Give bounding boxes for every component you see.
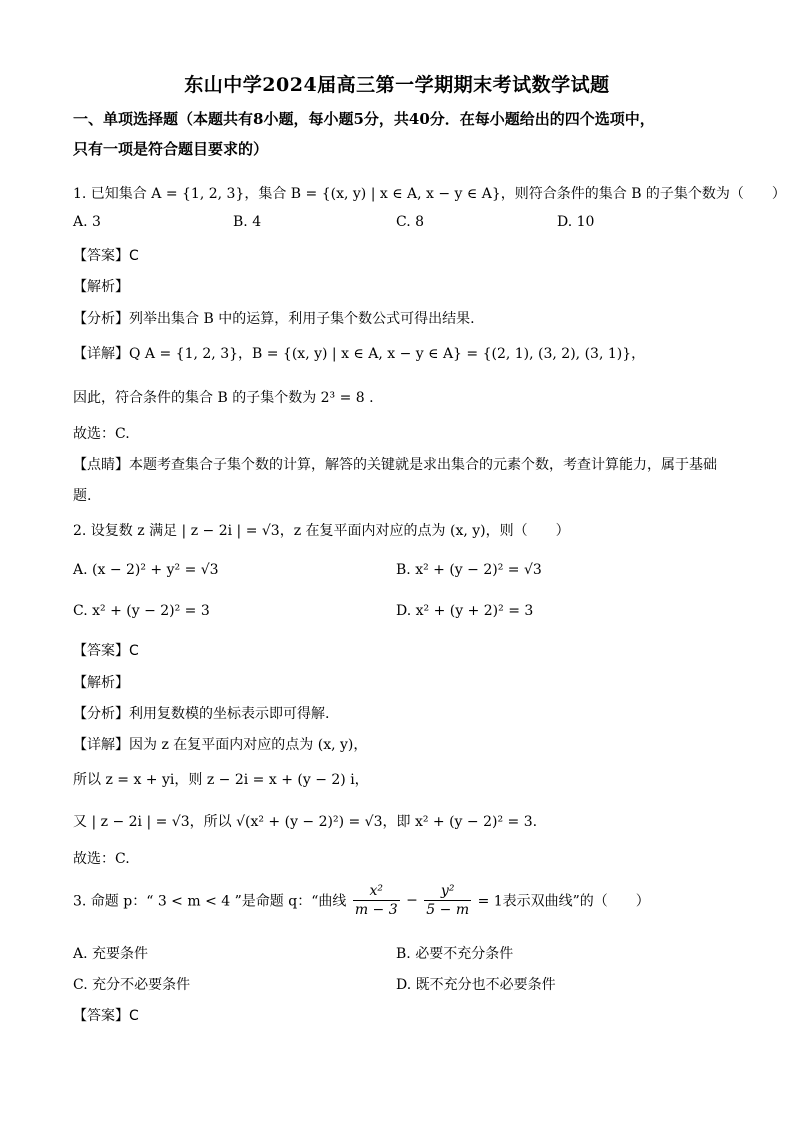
q1-analysis-label: 【解析】: [73, 279, 129, 295]
q3-option-d: D. 既不充分也不必要条件: [396, 977, 556, 993]
q2-analysis-label: 【解析】: [73, 675, 129, 691]
q2-answer: 【答案】C: [73, 643, 139, 659]
q1-choose: 故选：C.: [73, 426, 130, 442]
q2-option-d: D. x² + (y + 2)² = 3: [396, 603, 534, 619]
q3-fraction-x: [353, 882, 400, 919]
q2-choose: 故选：C.: [73, 851, 130, 867]
q1-option-b: B. 4: [233, 214, 262, 230]
q3-option-c: C. 充分不必要条件: [73, 977, 191, 993]
q1-analysis: 【分析】列举出集合 B 中的运算，利用子集个数公式可得出结果.: [73, 311, 475, 327]
q3-stem-suffix: = 1表示双曲线”的（ ）: [477, 893, 650, 910]
q1-stem: 1. 已知集合 A = {1, 2, 3}，集合 B = {(x, y) | x ∈ A, x − y ∈ A}，则符合条件的集合 B 的子集个数为（ ）: [73, 186, 786, 202]
q1-option-c: C. 8: [396, 214, 425, 230]
q2-step1: 所以 z = x + yi，则 z − 2i = x + (y − 2) i，: [73, 772, 369, 788]
q3-frac2-denominator: 5 − m: [426, 902, 470, 918]
q2-option-c: C. x² + (y − 2)² = 3: [73, 603, 210, 619]
q1-note-line2: 题.: [73, 488, 92, 504]
q3-frac1-numerator: x²: [353, 882, 400, 901]
q3-stem-prefix: 3. 命题 p：“ 3 < m < 4 ”是命题 q：“曲线: [73, 893, 347, 910]
section-heading-line2: 只有一项是符合题目要求的）: [73, 140, 269, 158]
q1-detail: 【详解】Q A = {1, 2, 3}，B = {(x, y) | x ∈ A, x − y ∈ A} = {(2, 1), (3, 2), (3, 1)}，: [73, 346, 646, 362]
q1-note-line1: 【点睛】本题考查集合子集个数的计算，解答的关键就是求出集合的元素个数，考查计算能力，属于基础: [73, 457, 717, 473]
q2-step2: 又 | z − 2i | = √3，所以 √(x² + (y − 2)²) = √3，即 x² + (y − 2)² = 3.: [73, 814, 538, 830]
q3-answer: 【答案】C: [73, 1008, 139, 1024]
section-heading-line1: 一、单项选择题（本题共有8小题，每小题5分，共40分．在每小题给出的四个选项中，: [73, 110, 655, 128]
q1-option-a: A. 3: [73, 214, 101, 230]
q1-conclusion: 因此，符合条件的集合 B 的子集个数为 2³ = 8 .: [73, 390, 374, 406]
q2-analysis: 【分析】利用复数模的坐标表示即可得解.: [73, 706, 330, 722]
q3-option-b: B. 必要不充分条件: [396, 946, 514, 962]
q3-minus: −: [406, 892, 418, 909]
q3-frac2-numerator: y²: [424, 882, 471, 901]
q2-detail: 【详解】因为 z 在复平面内对应的点为 (x, y)，: [73, 737, 368, 753]
page-title: 东山中学2024届高三第一学期期末考试数学试题: [184, 74, 610, 96]
q2-option-b: B. x² + (y − 2)² = √3: [396, 562, 542, 578]
q1-answer: 【答案】C: [73, 248, 139, 264]
q1-option-d: D. 10: [557, 214, 595, 230]
q3-stem: [73, 882, 650, 919]
q3-option-a: A. 充要条件: [73, 946, 149, 962]
q2-option-a: A. (x − 2)² + y² = √3: [73, 562, 219, 578]
q2-stem: 2. 设复数 z 满足 | z − 2i | = √3，z 在复平面内对应的点为 (x, y)，则（ ）: [73, 523, 570, 539]
q3-frac1-denominator: m − 3: [354, 902, 398, 918]
q3-fraction-y: [424, 882, 471, 919]
